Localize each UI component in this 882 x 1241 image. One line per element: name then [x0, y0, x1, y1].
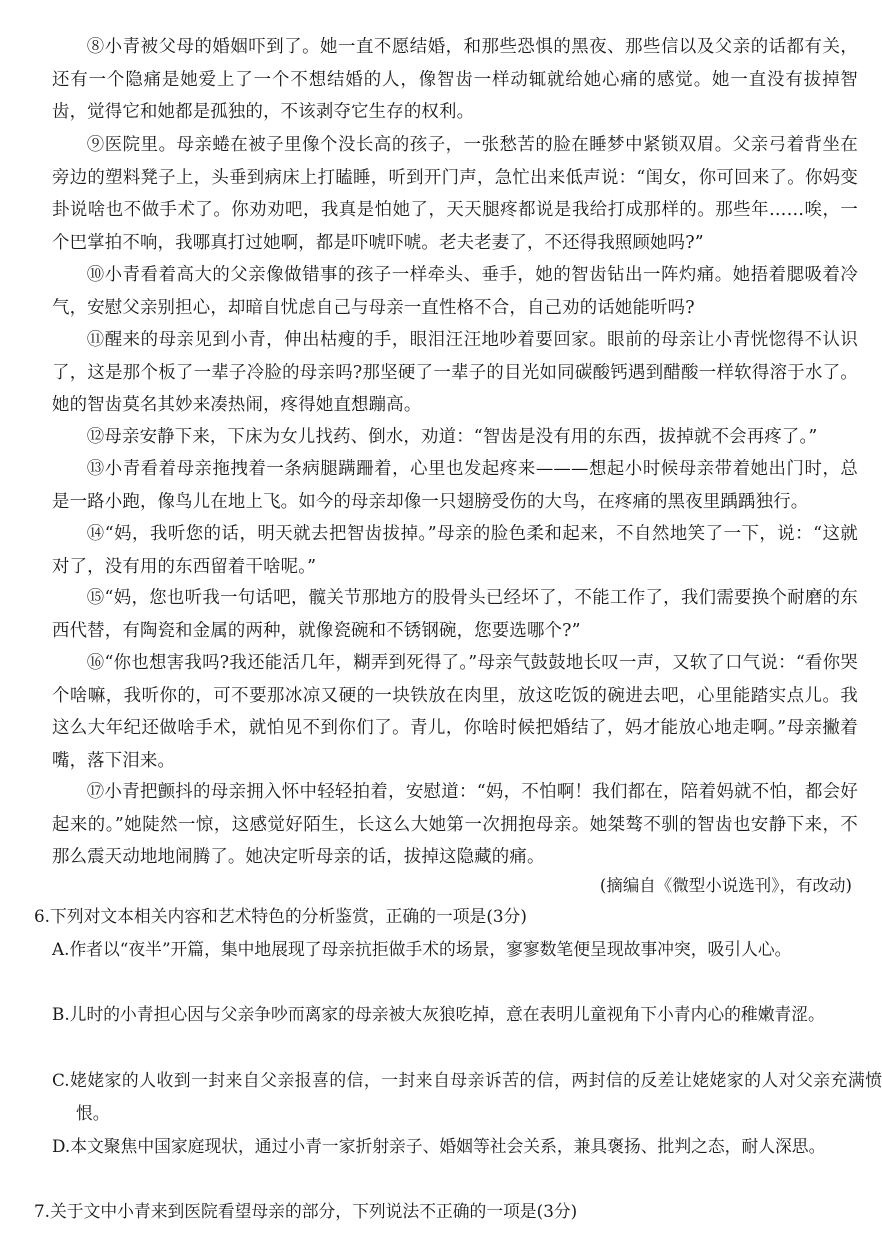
paragraph-13: ⑬小青看着母亲拖拽着一条病腿蹒跚着，心里也发起疼来———想起小时候母亲带着她出门时，总是一路小跑，像鸟儿在地上飞。如今的母亲却像一只翅膀受伤的大鸟，在疼痛的黑夜里踽踽独行。 — [52, 459, 858, 512]
paragraph-8: ⑧小青被父母的婚姻吓到了。她一直不愿结婚，和那些恐惧的黑夜、那些信以及父亲的话都有关，还有一个隐痛是她爱上了一个不想结婚的人，像智齿一样动辄就给她心痛的感觉。她一直没有拔掉智齿，觉得它和她都是孤独的，不该剥夺它生存的权利。 — [52, 37, 858, 123]
paragraph-15: ⑮“妈，您也听我一句话吧，髋关节那地方的股骨头已经坏了，不能工作了，我们需要换个耐磨的东西代替，有陶瓷和金属的两种，就像瓷碗和不锈钢碗，您要选哪个?” — [52, 588, 858, 641]
paragraph-10: ⑩小青看着高大的父亲像做错事的孩子一样牵头、垂手，她的智齿钻出一阵灼痛。她捂着腮吸着冷气，安慰父亲别担心，却暗自忧虑自己与母亲一直性格不合，自己劝的话她能听吗? — [52, 265, 858, 318]
question-6-stem: 6.下列对文本相关内容和艺术特色的分析鉴赏，正确的一项是(3分) — [34, 906, 527, 926]
question-6-option-c: C.姥姥家的人收到一封来自父亲报喜的信，一封来自母亲诉苦的信，两封信的反差让姥姥家的人对父亲充满愤恨。 — [52, 1070, 882, 1123]
paragraph-12: ⑫母亲安静下来，下床为女儿找药、倒水，劝道：“智齿是没有用的东西，拔掉就不会再疼了。” — [86, 427, 818, 447]
question-6-option-b: B.儿时的小青担心因与父亲争吵而离家的母亲被大灰狼吃掉，意在表明儿童视角下小青内心的稚嫩青涩。 — [52, 1004, 825, 1024]
question-7-stem: 7.关于文中小青来到医院看望母亲的部分，下列说法不正确的一项是(3分) — [34, 1201, 578, 1221]
question-6-option-d: D.本文聚焦中国家庭现状，通过小青一家折射亲子、婚姻等社会关系，兼具褒扬、批判之态，耐人深思。 — [52, 1136, 826, 1156]
source-citation: (摘编自《微型小说选刊》，有改动) — [599, 876, 852, 895]
paragraph-14: ⑭“妈，我听您的话，明天就去把智齿拔掉。”母亲的脸色柔和起来，不自然地笑了一下，说：“这就对了，没有用的东西留着干啥呢。” — [52, 524, 858, 577]
paragraph-11: ⑪醒来的母亲见到小青，伸出枯瘦的手，眼泪汪汪地吵着要回家。眼前的母亲让小青恍惚得不认识了，这是那个板了一辈子冷脸的母亲吗?那坚硬了一辈子的目光如同碳酸钙遇到醋酸一样软得溶于水了。她的智齿莫名其妙来凑热闹，疼得她直想蹦高。 — [52, 330, 858, 416]
paragraph-9: ⑨医院里。母亲蜷在被子里像个没长高的孩子，一张愁苦的脸在睡梦中紧锁双眉。父亲弓着背坐在旁边的塑料凳子上，头垂到病床上打瞌睡，听到开门声，急忙出来低声说：“闺女，你可回来了。你妈变卦说啥也不做手术了。你劝劝吧，我真是怕她了，天天腿疼都说是我给打成那样的。那些年……唉，一个巴掌拍不响，我哪真打过她啊，都是吓唬吓唬。老夫老妻了，不还得我照顾她吗?” — [52, 135, 858, 253]
paragraph-16: ⑯“你也想害我吗?我还能活几年，糊弄到死得了。”母亲气鼓鼓地长叹一声，又软了口气说：“看你哭个啥嘛，我听你的，可不要那冰凉又硬的一块铁放在肉里，放这吃饭的碗进去吧，心里能踏实点儿。我这么大年纪还做啥手术，就怕见不到你们了。青儿，你啥时候把婚结了，妈才能放心地走啊。”母亲撇着嘴，落下泪来。 — [52, 653, 858, 771]
paragraph-17: ⑰小青把颤抖的母亲拥入怀中轻轻拍着，安慰道：“妈，不怕啊！我们都在，陪着妈就不怕，都会好起来的。”她陡然一惊，这感觉好陌生，长这么大她第一次拥抱母亲。她桀骜不驯的智齿也安静下来，不那么震天动地地闹腾了。她决定听母亲的话，拔掉这隐藏的痛。 — [52, 782, 858, 868]
question-6-option-a: A.作者以“夜半”开篇，集中地展现了母亲抗拒做手术的场景，寥寥数笔便呈现故事冲突，吸引人心。 — [52, 939, 792, 959]
